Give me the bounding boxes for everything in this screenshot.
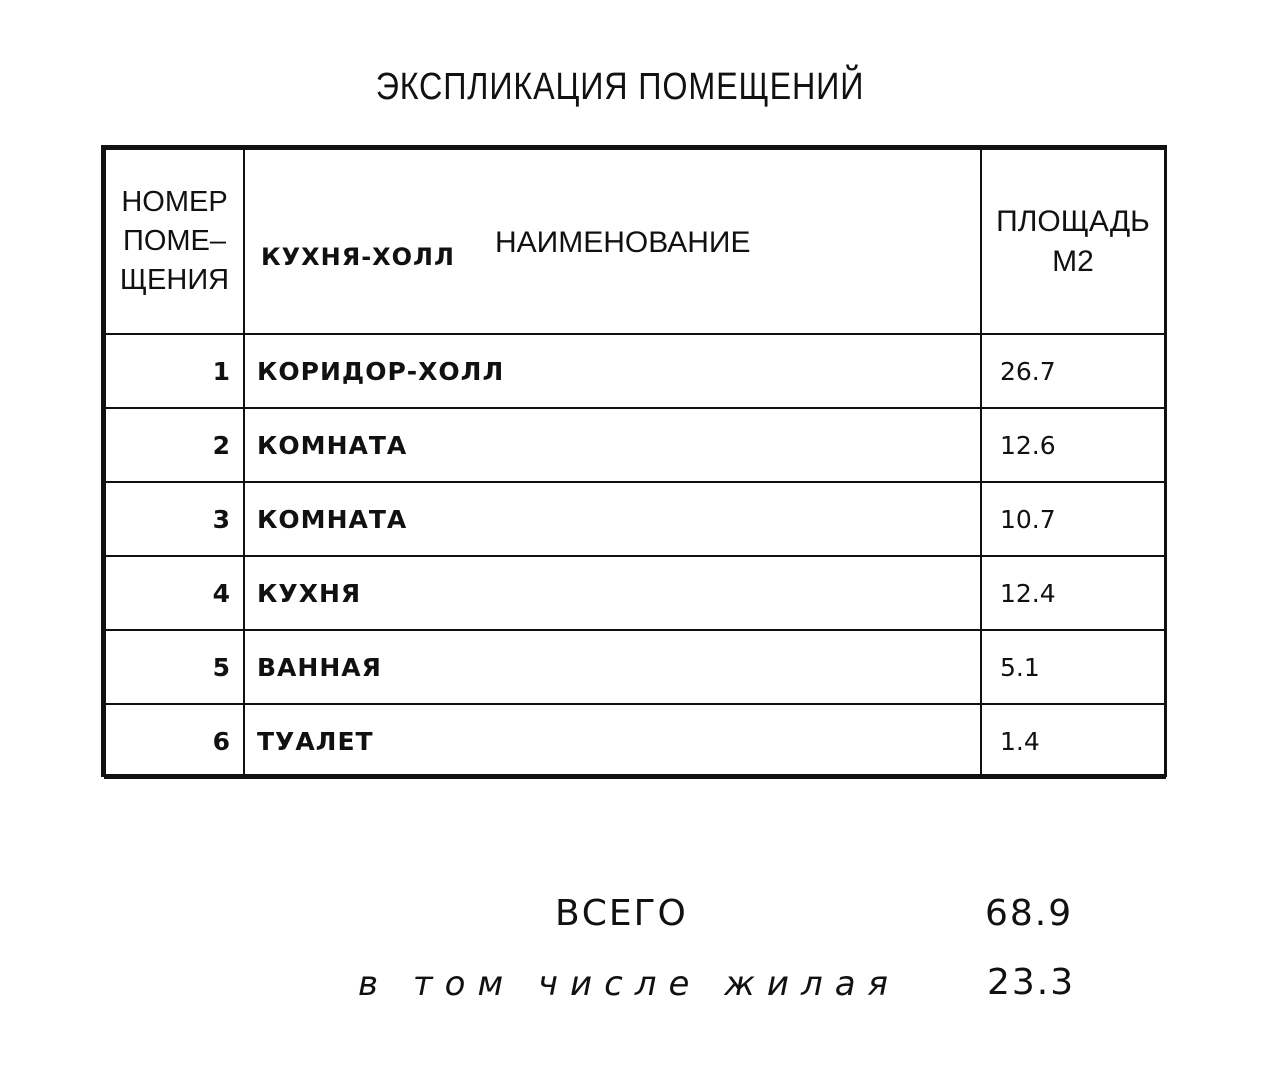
room-number-cell: 1: [105, 334, 244, 408]
table-header-row: [105, 149, 1165, 334]
page-title: ЭКСПЛИКАЦИЯ ПОМЕЩЕНИЙ: [375, 66, 865, 108]
room-area-cell: 1.4: [981, 704, 1165, 778]
room-name-cell: ВАННАЯ: [244, 630, 981, 704]
total-value: 68.9: [985, 893, 1074, 934]
room-number-cell: 5: [105, 630, 244, 704]
handwritten-note: КУХНЯ-ХОЛЛ: [261, 243, 455, 271]
table-row: [105, 334, 1165, 408]
table-row: [105, 556, 1165, 630]
room-name-cell: КУХНЯ: [244, 556, 981, 630]
room-area-cell: 10.7: [981, 482, 1165, 556]
living-area-label: в том числе жилая: [358, 964, 900, 1004]
room-name-cell: КОМНАТА: [244, 482, 981, 556]
room-number-header-line-1: НОМЕР: [121, 186, 228, 218]
table-row: [105, 482, 1165, 556]
area-header-line-1: ПЛОЩАДЬ: [996, 204, 1150, 238]
room-area-cell: 26.7: [981, 334, 1165, 408]
room-area-cell: 12.6: [981, 408, 1165, 482]
room-number-cell: 3: [105, 482, 244, 556]
room-area-cell: 12.4: [981, 556, 1165, 630]
total-label: ВСЕГО: [555, 893, 688, 934]
room-name-cell: КОМНАТА: [244, 408, 981, 482]
rooms-table: [104, 148, 1166, 779]
room-number-cell: 2: [105, 408, 244, 482]
room-number-header: [105, 149, 244, 334]
room-number-cell: 6: [105, 704, 244, 778]
room-number-header-line-2: ПОМЕ–: [122, 225, 227, 257]
living-area-value: 23.3: [987, 962, 1076, 1003]
room-name-cell: КОРИДОР-ХОЛЛ: [244, 334, 981, 408]
table-row: [105, 630, 1165, 704]
room-number-header-line-3: ЩЕНИЯ: [119, 264, 230, 296]
room-area-cell: 5.1: [981, 630, 1165, 704]
room-name-header: [244, 149, 981, 334]
table-row: [105, 408, 1165, 482]
room-number-cell: 4: [105, 556, 244, 630]
table-row: [105, 704, 1165, 778]
area-header-line-2: М2: [1052, 244, 1094, 278]
area-header: [981, 149, 1165, 334]
room-name-header-label: НАИМЕНОВАНИЕ: [495, 226, 751, 259]
room-name-cell: ТУАЛЕТ: [244, 704, 981, 778]
explication-table: [101, 145, 1167, 777]
